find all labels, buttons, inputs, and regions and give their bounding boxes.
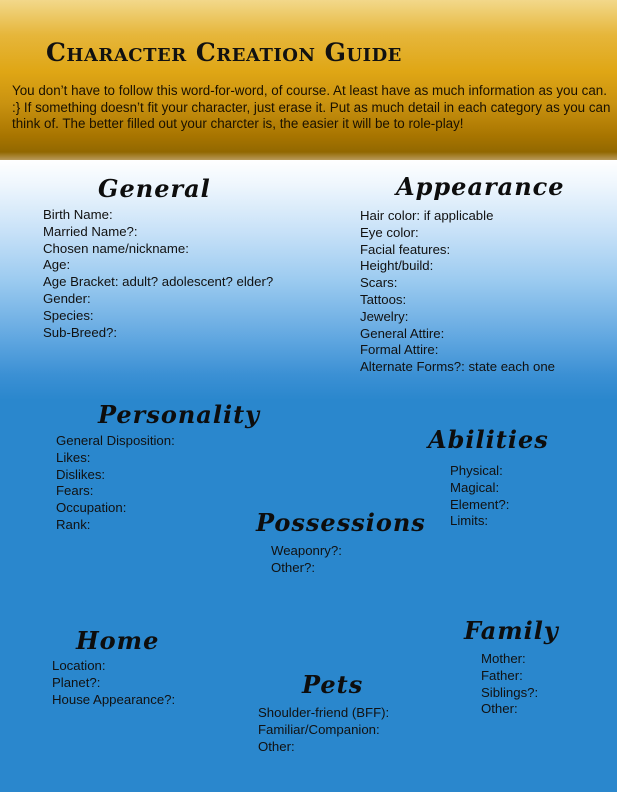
field-hair-color: Hair color: if applicable bbox=[360, 208, 494, 223]
field-fears: Fears: bbox=[56, 483, 94, 499]
section-title-home: Home bbox=[76, 626, 160, 655]
section-title-pets: Pets bbox=[302, 670, 364, 699]
field-tattoos: Tattoos: bbox=[360, 291, 407, 307]
personality-list bbox=[56, 433, 175, 534]
field-birth-name: Birth Name: bbox=[43, 207, 113, 222]
field-age: Age: bbox=[43, 257, 71, 273]
field-physical: Physical: bbox=[450, 463, 503, 478]
field-dislikes: Dislikes: bbox=[56, 466, 106, 482]
field-facial-features: Facial features: bbox=[360, 241, 451, 257]
field-other-possessions: Other?: bbox=[271, 559, 315, 575]
field-jewelry: Jewelry: bbox=[360, 308, 409, 324]
field-general-attire: General Attire: bbox=[360, 325, 445, 341]
field-element: Element?: bbox=[450, 496, 510, 512]
field-familiar-companion: Familiar/Companion: bbox=[258, 721, 380, 737]
field-general-disposition: General Disposition: bbox=[56, 433, 175, 448]
field-limits: Limits: bbox=[450, 513, 489, 529]
pets-list bbox=[258, 705, 389, 755]
field-father: Father: bbox=[481, 667, 523, 683]
abilities-list bbox=[450, 463, 509, 530]
field-age-bracket: Age Bracket: adult? adolescent? elder? bbox=[43, 274, 274, 290]
family-list bbox=[481, 651, 538, 718]
field-occupation: Occupation: bbox=[56, 500, 127, 516]
field-gender: Gender: bbox=[43, 290, 91, 306]
field-weaponry: Weaponry?: bbox=[271, 543, 342, 558]
field-magical: Magical: bbox=[450, 479, 500, 495]
field-shoulder-friend: Shoulder-friend (BFF): bbox=[258, 705, 390, 720]
field-eye-color: Eye color: bbox=[360, 224, 419, 240]
field-height-build: Height/build: bbox=[360, 258, 434, 274]
section-title-appearance: Appearance bbox=[396, 172, 565, 201]
field-chosen-name: Chosen name/nickname: bbox=[43, 240, 189, 256]
field-scars: Scars: bbox=[360, 275, 398, 291]
field-formal-attire: Formal Attire: bbox=[360, 342, 439, 358]
intro-text: You don’t have to follow this word-for-word, of course. At least have as much information as you can. :} If something doesn’t fit your character, just erase it. Put as much detail in each category as you can think of. The better filled out your charcter is, the easier it will be to role-play! bbox=[12, 83, 611, 131]
appearance-list bbox=[360, 208, 555, 376]
section-title-general: General bbox=[98, 174, 211, 203]
field-location: Location: bbox=[52, 658, 106, 673]
field-sub-breed: Sub-Breed?: bbox=[43, 324, 118, 340]
header-banner bbox=[0, 0, 617, 160]
home-list bbox=[52, 658, 175, 708]
field-likes: Likes: bbox=[56, 449, 91, 465]
field-other-pets: Other: bbox=[258, 738, 295, 754]
page-title: Character Creation Guide bbox=[46, 38, 402, 67]
section-title-possessions: Possessions bbox=[256, 508, 426, 537]
field-married-name: Married Name?: bbox=[43, 223, 138, 239]
general-list bbox=[43, 207, 273, 341]
field-house-appearance: House Appearance?: bbox=[52, 691, 176, 707]
field-alternate-forms: Alternate Forms?: state each one bbox=[360, 359, 555, 375]
field-species: Species: bbox=[43, 307, 94, 323]
field-planet: Planet?: bbox=[52, 674, 101, 690]
field-other-family: Other: bbox=[481, 701, 518, 717]
section-title-personality: Personality bbox=[98, 400, 261, 429]
field-siblings: Siblings?: bbox=[481, 684, 539, 700]
section-title-family: Family bbox=[464, 616, 559, 645]
possessions-list bbox=[271, 543, 342, 577]
section-title-abilities: Abilities bbox=[428, 425, 549, 454]
field-mother: Mother: bbox=[481, 651, 526, 666]
field-rank: Rank: bbox=[56, 516, 91, 532]
